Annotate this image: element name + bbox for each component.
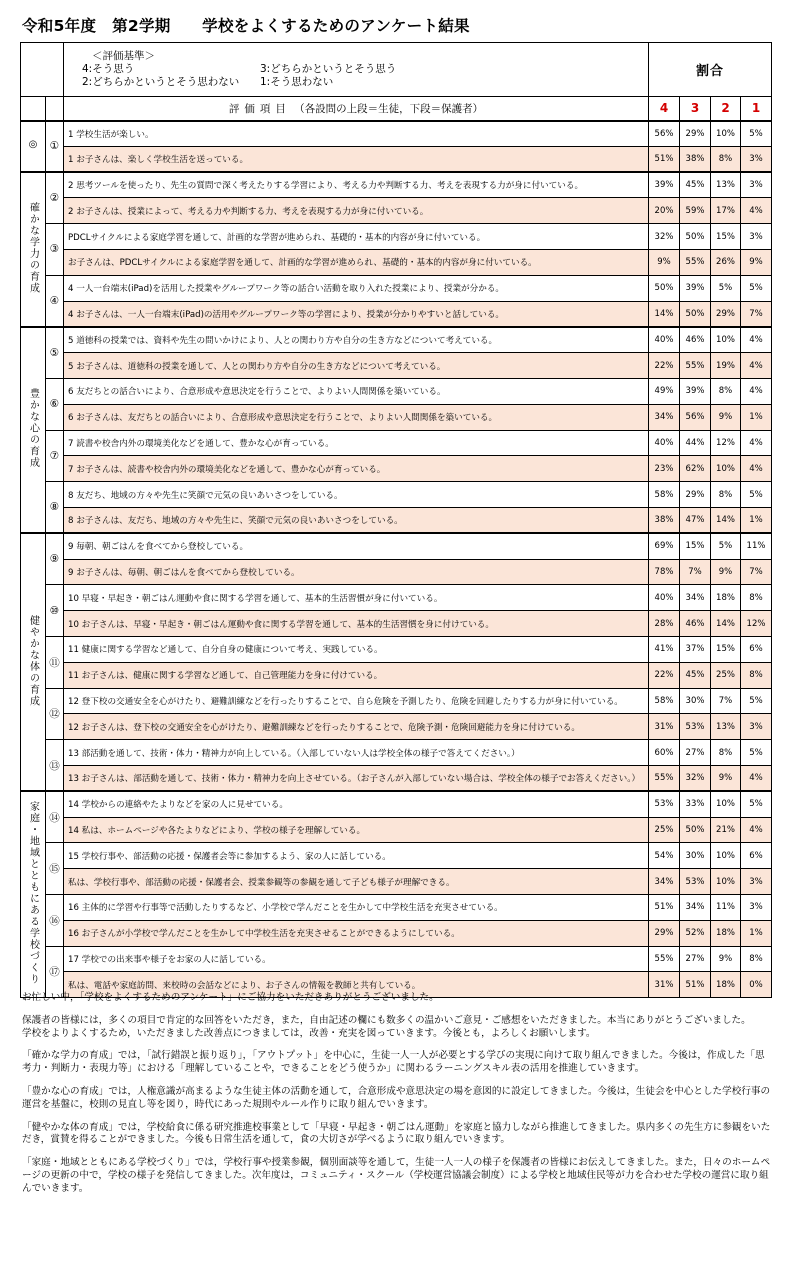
percent-cell-4: 40%	[649, 585, 680, 611]
ratio-header: 割合	[649, 43, 772, 97]
percent-cell-2: 10%	[711, 456, 741, 482]
percent-cell-3: 34%	[680, 585, 711, 611]
question-number: ⑪	[46, 636, 64, 688]
table-row	[21, 482, 772, 508]
student-item-text: 17 学校での出来事や様子をお家の人に話している。	[64, 946, 649, 972]
table-row	[21, 843, 772, 869]
percent-cell-3: 39%	[680, 275, 711, 301]
student-item-text: 8 友だち、地域の方々や先生に笑顔で元気の良いあいさつをしている。	[64, 482, 649, 508]
percent-cell-1: 3%	[741, 224, 772, 250]
table-row	[21, 353, 772, 379]
percent-cell-2: 9%	[711, 946, 741, 972]
note-parents: 保護者の皆様には，多くの項目で肯定的な回答をいただき，また，自由記述の欄にも数多くの温かいご意見・ご感想をいただきました。本当にありがとうございました。	[22, 1014, 751, 1026]
percent-cell-4: 25%	[649, 817, 680, 843]
items-header	[64, 97, 649, 121]
percent-cell-2: 18%	[711, 585, 741, 611]
percent-cell-1: 8%	[741, 662, 772, 688]
percent-cell-4: 55%	[649, 946, 680, 972]
percent-cell-4: 41%	[649, 636, 680, 662]
table-row	[21, 172, 772, 198]
question-number: ⑦	[46, 430, 64, 482]
student-item-text: 5 道徳科の授業では、資料や先生の問いかけにより、人との関わり方や自分の生き方などについて考えている。	[64, 327, 649, 353]
percent-cell-3: 50%	[680, 224, 711, 250]
percent-cell-4: 20%	[649, 198, 680, 224]
parent-item-text: 11 お子さんは、健康に関する学習など通して、自己管理能力を身に付けている。	[64, 662, 649, 688]
parent-item-text: お子さんは、PDCLサイクルによる家庭学習を通して、計画的な学習が進められ、基礎的・基本的内容が身に付いている。	[64, 249, 649, 275]
student-item-text: 1 学校生活が楽しい。	[64, 121, 649, 147]
percent-cell-1: 4%	[741, 817, 772, 843]
note-academic: 「確かな学力の育成」では，「試行錯誤と振り返り」，「アウトプット」を中心に，生徒一人一人が必要とする学びの実現に向けて取り組んできました。今後は，作成した「思考力・判断力・表現力等」における「理解していることや，できることをどう使うか」に関わるラーニングスキル表の活用を推進していきます。	[22, 1050, 765, 1075]
percent-cell-4: 9%	[649, 249, 680, 275]
question-number: ⑨	[46, 533, 64, 585]
student-item-text: 15 学校行事や、部活動の応援・保護者会等に参加するよう、家の人に話している。	[64, 843, 649, 869]
percent-cell-2: 18%	[711, 972, 741, 998]
table-row	[21, 456, 772, 482]
table-row	[21, 378, 772, 404]
student-item-text: 14 学校からの連絡やたよりなどを家の人に見せている。	[64, 791, 649, 817]
percent-cell-3: 38%	[680, 146, 711, 172]
percent-cell-4: 53%	[649, 791, 680, 817]
percent-cell-2: 29%	[711, 301, 741, 327]
table-row	[21, 249, 772, 275]
percent-cell-1: 6%	[741, 843, 772, 869]
question-number: ⑰	[46, 946, 64, 998]
column-header-1: 1	[741, 97, 772, 121]
percent-cell-2: 9%	[711, 559, 741, 585]
table-row	[21, 688, 772, 714]
percent-cell-1: 5%	[741, 275, 772, 301]
percent-cell-1: 11%	[741, 533, 772, 559]
percent-cell-2: 18%	[711, 920, 741, 946]
page-title: 令和5年度 第2学期 学校をよくするためのアンケート結果	[22, 17, 470, 35]
table-row	[21, 430, 772, 456]
student-item-text: PDCLサイクルによる家庭学習を通して、計画的な学習が進められ、基礎的・基本的内容が身に付いている。	[64, 224, 649, 250]
percent-cell-4: 22%	[649, 662, 680, 688]
table-row	[21, 740, 772, 766]
parent-item-text: 10 お子さんは、早寝・早起き・朝ごはん運動や食に関する学習を通して、基本的生活習慣を身に付けている。	[64, 611, 649, 637]
percent-cell-1: 4%	[741, 378, 772, 404]
column-header-4: 4	[649, 97, 680, 121]
percent-cell-4: 31%	[649, 972, 680, 998]
student-item-text: 7 読書や校舎内外の環境美化などを通して、豊かな心が育っている。	[64, 430, 649, 456]
percent-cell-4: 34%	[649, 404, 680, 430]
student-item-text: 2 思考ツールを使ったり、先生の質問で深く考えたりする学習により、考える力や判断する力、考えを表現する力が身に付いている。	[64, 172, 649, 198]
category-cell	[21, 172, 46, 327]
percent-cell-2: 13%	[711, 172, 741, 198]
question-number: ⑮	[46, 843, 64, 895]
percent-cell-4: 51%	[649, 146, 680, 172]
percent-cell-1: 12%	[741, 611, 772, 637]
percent-cell-1: 1%	[741, 404, 772, 430]
parent-item-text: 4 お子さんは、一人一台端末(iPad)の活用やグループワーク等の学習により、授業が分かりやすいと話している。	[64, 301, 649, 327]
percent-cell-4: 34%	[649, 869, 680, 895]
question-number: ⑭	[46, 791, 64, 843]
legend-heading: ＜評価基準＞	[92, 50, 155, 62]
question-number: ⑬	[46, 740, 64, 792]
parent-item-text: 9 お子さんは、毎朝、朝ごはんを食べてから登校している。	[64, 559, 649, 585]
percent-cell-4: 50%	[649, 275, 680, 301]
percent-cell-3: 51%	[680, 972, 711, 998]
percent-cell-4: 51%	[649, 894, 680, 920]
survey-results-table	[20, 42, 772, 998]
percent-cell-3: 59%	[680, 198, 711, 224]
percent-cell-4: 22%	[649, 353, 680, 379]
category-label: 確かな学力の育成	[27, 201, 39, 294]
percent-cell-1: 5%	[741, 688, 772, 714]
legend	[64, 43, 649, 97]
notes-section	[22, 992, 774, 1206]
percent-cell-1: 3%	[741, 869, 772, 895]
percent-cell-1: 5%	[741, 791, 772, 817]
percent-cell-4: 58%	[649, 482, 680, 508]
percent-cell-1: 8%	[741, 946, 772, 972]
percent-cell-1: 3%	[741, 146, 772, 172]
parent-item-text: 私は、電話や家庭訪問、来校時の会話などにより、お子さんの情報を教師と共有している。	[64, 972, 649, 998]
table-row	[21, 662, 772, 688]
parent-item-text: 5 お子さんは、道徳科の授業を通して、人との関わり方や自分の生き方などについて考えている。	[64, 353, 649, 379]
table-row	[21, 121, 772, 147]
percent-cell-2: 9%	[711, 765, 741, 791]
question-number: ②	[46, 172, 64, 224]
percent-cell-1: 5%	[741, 740, 772, 766]
percent-cell-2: 8%	[711, 146, 741, 172]
question-number: ⑯	[46, 894, 64, 946]
percent-cell-2: 10%	[711, 327, 741, 353]
percent-cell-2: 9%	[711, 404, 741, 430]
percent-cell-2: 7%	[711, 688, 741, 714]
percent-cell-3: 45%	[680, 172, 711, 198]
percent-cell-1: 0%	[741, 972, 772, 998]
table-row	[21, 636, 772, 662]
percent-cell-2: 5%	[711, 275, 741, 301]
legend-3: 3:どちらかというとそう思う	[260, 63, 397, 75]
table-row	[21, 946, 772, 972]
percent-cell-2: 14%	[711, 611, 741, 637]
percent-cell-3: 55%	[680, 249, 711, 275]
parent-item-text: 8 お子さんは、友だち、地域の方々や先生に、笑顔で元気の良いあいさつをしている。	[64, 507, 649, 533]
table-row	[21, 301, 772, 327]
percent-cell-3: 27%	[680, 740, 711, 766]
percent-cell-3: 50%	[680, 301, 711, 327]
parent-item-text: 13 お子さんは、部活動を通して、技術・体力・精神力を向上させている。（お子さんが入部していない場合は、学校全体の様子でお答えください。）	[64, 765, 649, 791]
note-improvement: 学校をよりよくするため，いただきました改善点につきましては，改善・充実を図っていきます。今後とも，よろしくお願いします。	[22, 1027, 596, 1039]
percent-cell-3: 29%	[680, 121, 711, 147]
percent-cell-2: 21%	[711, 817, 741, 843]
percent-cell-4: 14%	[649, 301, 680, 327]
percent-cell-1: 3%	[741, 172, 772, 198]
percent-cell-4: 40%	[649, 327, 680, 353]
category-cell	[21, 327, 46, 533]
question-number: ⑥	[46, 378, 64, 430]
percent-cell-2: 15%	[711, 224, 741, 250]
percent-cell-3: 30%	[680, 843, 711, 869]
percent-cell-2: 26%	[711, 249, 741, 275]
percent-cell-4: 32%	[649, 224, 680, 250]
percent-cell-2: 12%	[711, 430, 741, 456]
percent-cell-1: 5%	[741, 482, 772, 508]
percent-cell-3: 52%	[680, 920, 711, 946]
percent-cell-2: 10%	[711, 121, 741, 147]
question-number: ⑩	[46, 585, 64, 637]
category-label: 健やかな体の育成	[27, 614, 39, 707]
parent-item-text: 16 お子さんが小学校で学んだことを生かして中学校生活を充実させることができるようにしている。	[64, 920, 649, 946]
percent-cell-4: 49%	[649, 378, 680, 404]
percent-cell-1: 1%	[741, 920, 772, 946]
percent-cell-2: 19%	[711, 353, 741, 379]
percent-cell-3: 39%	[680, 378, 711, 404]
percent-cell-3: 15%	[680, 533, 711, 559]
table-row	[21, 507, 772, 533]
column-header-2: 2	[711, 97, 741, 121]
items-header-label: 評価項目	[228, 102, 291, 115]
category-cell	[21, 121, 46, 173]
table-row	[21, 817, 772, 843]
legend-2: 2:どちらかというとそう思わない	[82, 76, 240, 88]
percent-cell-2: 17%	[711, 198, 741, 224]
percent-cell-1: 3%	[741, 714, 772, 740]
question-number: ④	[46, 275, 64, 327]
note-thanks: お忙しい中，「学校をよくするためのアンケート」にご協力をいただきありがとうございました。	[22, 992, 439, 1003]
percent-cell-1: 6%	[741, 636, 772, 662]
percent-cell-4: 29%	[649, 920, 680, 946]
table-row	[21, 224, 772, 250]
percent-cell-2: 8%	[711, 482, 741, 508]
percent-cell-1: 9%	[741, 249, 772, 275]
table-row	[21, 404, 772, 430]
question-number: ①	[46, 121, 64, 173]
percent-cell-2: 15%	[711, 636, 741, 662]
percent-cell-1: 4%	[741, 353, 772, 379]
parent-item-text: 2 お子さんは、授業によって、考える力や判断する力、考えを表現する力が身に付いている。	[64, 198, 649, 224]
percent-cell-4: 39%	[649, 172, 680, 198]
percent-cell-3: 53%	[680, 714, 711, 740]
percent-cell-2: 25%	[711, 662, 741, 688]
percent-cell-4: 60%	[649, 740, 680, 766]
percent-cell-1: 7%	[741, 559, 772, 585]
percent-cell-4: 55%	[649, 765, 680, 791]
percent-cell-1: 5%	[741, 121, 772, 147]
percent-cell-3: 62%	[680, 456, 711, 482]
percent-cell-2: 8%	[711, 378, 741, 404]
percent-cell-3: 55%	[680, 353, 711, 379]
percent-cell-3: 46%	[680, 611, 711, 637]
table-row	[21, 275, 772, 301]
table-row	[21, 920, 772, 946]
note-heart: 「豊かな心の育成」では，人権意識が高まるような生徒主体の活動を通して，合意形成や意思決定の場を意図的に設定してきました。今後は，生徒会を中心とした学校行事の運営を基盤に，校則の見直し等を図り，時代にあった規則やルール作りに取り組んでいきます。	[22, 1085, 771, 1110]
percent-cell-1: 4%	[741, 198, 772, 224]
student-item-text: 13 部活動を通して、技術・体力・精神力が向上している。（入部していない人は学校全体の様子で答えてください。）	[64, 740, 649, 766]
percent-cell-3: 34%	[680, 894, 711, 920]
percent-cell-3: 27%	[680, 946, 711, 972]
note-community: 「家庭・地域とともにある学校づくり」では，学校行事や授業参観，個別面談等を通して，生徒一人一人の様子を保護者の皆様にお伝えしてきました。また，日々のホームページの更新の中で，学校の様子を発信してきました。次年度は，コミュニティ・スクール（学校運営協議会制度）による学校と地域住民等が力を合わせた学校の運営に取り組んでいきます。	[22, 1157, 771, 1194]
percent-cell-2: 14%	[711, 507, 741, 533]
parent-item-text: 私は、学校行事や、部活動の応援・保護者会、授業参観等の参観を通して子ども様子が理解できる。	[64, 869, 649, 895]
category-cell	[21, 791, 46, 997]
legend-4: 4:そう思う	[82, 63, 135, 75]
percent-cell-1: 1%	[741, 507, 772, 533]
percent-cell-2: 10%	[711, 869, 741, 895]
percent-cell-3: 7%	[680, 559, 711, 585]
table-row	[21, 714, 772, 740]
percent-cell-3: 47%	[680, 507, 711, 533]
table-row	[21, 611, 772, 637]
student-item-text: 9 毎朝、朝ごはんを食べてから登校している。	[64, 533, 649, 559]
table-row	[21, 894, 772, 920]
student-item-text: 12 登下校の交通安全を心がけたり、避難訓練などを行ったりすることで、自ら危険を予測したり、危険を回避したりする力が身に付いている。	[64, 688, 649, 714]
question-number: ⑧	[46, 482, 64, 534]
percent-cell-3: 30%	[680, 688, 711, 714]
percent-cell-4: 38%	[649, 507, 680, 533]
percent-cell-4: 23%	[649, 456, 680, 482]
percent-cell-2: 10%	[711, 791, 741, 817]
student-item-text: 16 主体的に学習や行事等で活動したりするなど、小学校で学んだことを生かして中学校生活を充実させている。	[64, 894, 649, 920]
percent-cell-3: 46%	[680, 327, 711, 353]
parent-item-text: 6 お子さんは、友だちとの話合いにより、合意形成や意思決定を行うことで、よりよい人間関係を築いている。	[64, 404, 649, 430]
percent-cell-4: 78%	[649, 559, 680, 585]
parent-item-text: 14 私は、ホームページや各たよりなどにより、学校の様子を理解している。	[64, 817, 649, 843]
percent-cell-4: 54%	[649, 843, 680, 869]
student-item-text: 4 一人一台端末(iPad)を活用した授業やグループワーク等の話合い活動を取り入れた授業により、授業が分かる。	[64, 275, 649, 301]
percent-cell-1: 4%	[741, 430, 772, 456]
table-row	[21, 327, 772, 353]
legend-1: 1:そう思わない	[260, 76, 334, 88]
table-row	[21, 198, 772, 224]
percent-cell-1: 4%	[741, 765, 772, 791]
parent-item-text: 12 お子さんは、登下校の交通安全を心がけたり、避難訓練などを行ったりすることで、危険予測・危険回避能力を身に付けている。	[64, 714, 649, 740]
percent-cell-4: 28%	[649, 611, 680, 637]
percent-cell-4: 31%	[649, 714, 680, 740]
question-number: ⑫	[46, 688, 64, 740]
student-item-text: 11 健康に関する学習など通して、自分自身の健康について考え、実践している。	[64, 636, 649, 662]
percent-cell-2: 10%	[711, 843, 741, 869]
percent-cell-4: 40%	[649, 430, 680, 456]
percent-cell-4: 58%	[649, 688, 680, 714]
table-row	[21, 765, 772, 791]
percent-cell-2: 11%	[711, 894, 741, 920]
table-row	[21, 869, 772, 895]
percent-cell-3: 56%	[680, 404, 711, 430]
table-row	[21, 146, 772, 172]
percent-cell-3: 37%	[680, 636, 711, 662]
percent-cell-1: 4%	[741, 456, 772, 482]
student-item-text: 6 友だちとの話合いにより、合意形成や意思決定を行うことで、よりよい人間関係を築いている。	[64, 378, 649, 404]
student-item-text: 10 早寝・早起き・朝ごはん運動や食に関する学習を通して、基本的生活習慣が身に付いている。	[64, 585, 649, 611]
percent-cell-3: 29%	[680, 482, 711, 508]
percent-cell-3: 50%	[680, 817, 711, 843]
percent-cell-2: 13%	[711, 714, 741, 740]
table-row	[21, 559, 772, 585]
question-number: ③	[46, 224, 64, 276]
category-label: 豊かな心の育成	[27, 388, 39, 469]
percent-cell-3: 33%	[680, 791, 711, 817]
category-label: ◎	[27, 138, 39, 152]
percent-cell-1: 8%	[741, 585, 772, 611]
note-body: 「健やかな体の育成」では，学校給食に係る研究推進校事業として「早寝・早起き・朝ごはん運動」を家庭と協力しながら推進してきました。県内多くの先生方に参観をいただき，賞賛を得ることができました。今後も日常生活を通して，食の大切さが学べるように取り組んでいきます。	[22, 1121, 771, 1146]
items-header-note: （各設問の上段＝生徒，下段＝保護者）	[294, 102, 484, 115]
percent-cell-3: 53%	[680, 869, 711, 895]
percent-cell-4: 69%	[649, 533, 680, 559]
percent-cell-1: 4%	[741, 327, 772, 353]
parent-item-text: 1 お子さんは、楽しく学校生活を送っている。	[64, 146, 649, 172]
table-row	[21, 533, 772, 559]
percent-cell-3: 45%	[680, 662, 711, 688]
percent-cell-1: 3%	[741, 894, 772, 920]
category-cell	[21, 533, 46, 791]
parent-item-text: 7 お子さんは、読書や校舎内外の環境美化などを通して、豊かな心が育っている。	[64, 456, 649, 482]
percent-cell-2: 8%	[711, 740, 741, 766]
question-number: ⑤	[46, 327, 64, 379]
category-label: 家庭・地域とともにある学校づくり	[27, 801, 39, 986]
percent-cell-3: 32%	[680, 765, 711, 791]
percent-cell-4: 56%	[649, 121, 680, 147]
percent-cell-3: 44%	[680, 430, 711, 456]
percent-cell-1: 7%	[741, 301, 772, 327]
column-header-3: 3	[680, 97, 711, 121]
percent-cell-2: 5%	[711, 533, 741, 559]
table-row	[21, 585, 772, 611]
table-row	[21, 791, 772, 817]
